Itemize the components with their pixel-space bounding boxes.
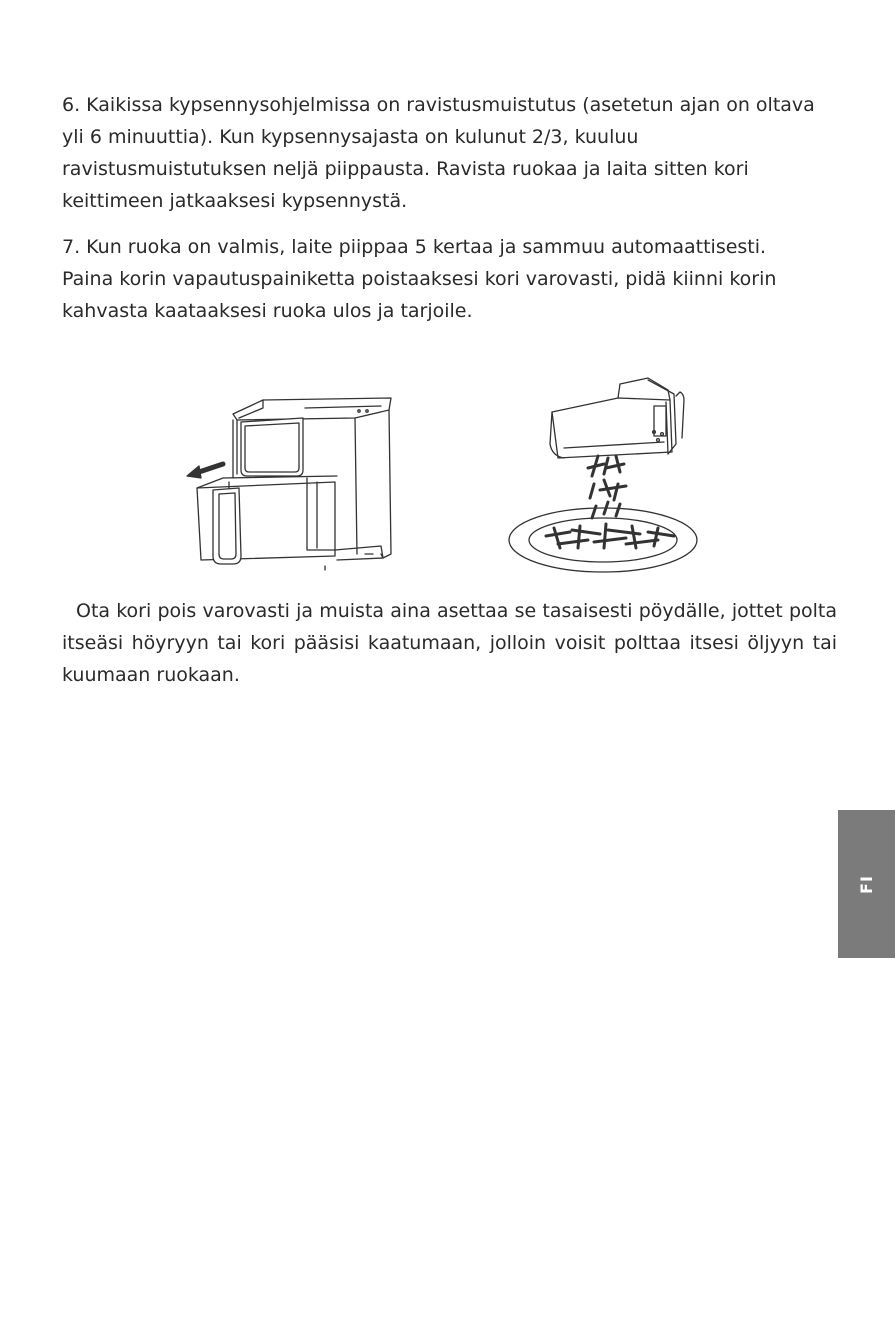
step-6-paragraph: 6. Kaikissa kypsennysohjelmissa on ravistusmuistutus (asetetun ajan on oltava yli 6 minuuttia). Kun kypsennysajasta on kulunut 2/3, kuuluu ravistusmuistutuksen neljä piippausta. Ravista ruokaa ja laita sitten kori keittimeen jatkaaksesi kypsennystä. [62, 94, 815, 212]
basket-pour-food-on-plate-icon [508, 372, 718, 582]
step-7-paragraph: 7. Kun ruoka on valmis, laite piippaa 5 kertaa ja sammuu automaattisesti. Paina korin vapautuspainiketta poistaaksesi kori varovasti, pidä kiinni korin kahvasta kaataaksesi ruoka ulos ja tarjoile. [62, 236, 777, 322]
language-tab-label: FI [856, 874, 876, 894]
air-fryer-basket-removal-icon [185, 378, 415, 578]
warning-paragraph: Ota kori pois varovasti ja muista aina asettaa se tasaisesti pöydälle, jottet polta itseäsi höyryyn tai kori pääsisi kaatumaan, jolloin voisit polttaa itsesi öljyyn tai kuumaan ruokaan. [62, 600, 837, 686]
language-tab [838, 810, 895, 958]
